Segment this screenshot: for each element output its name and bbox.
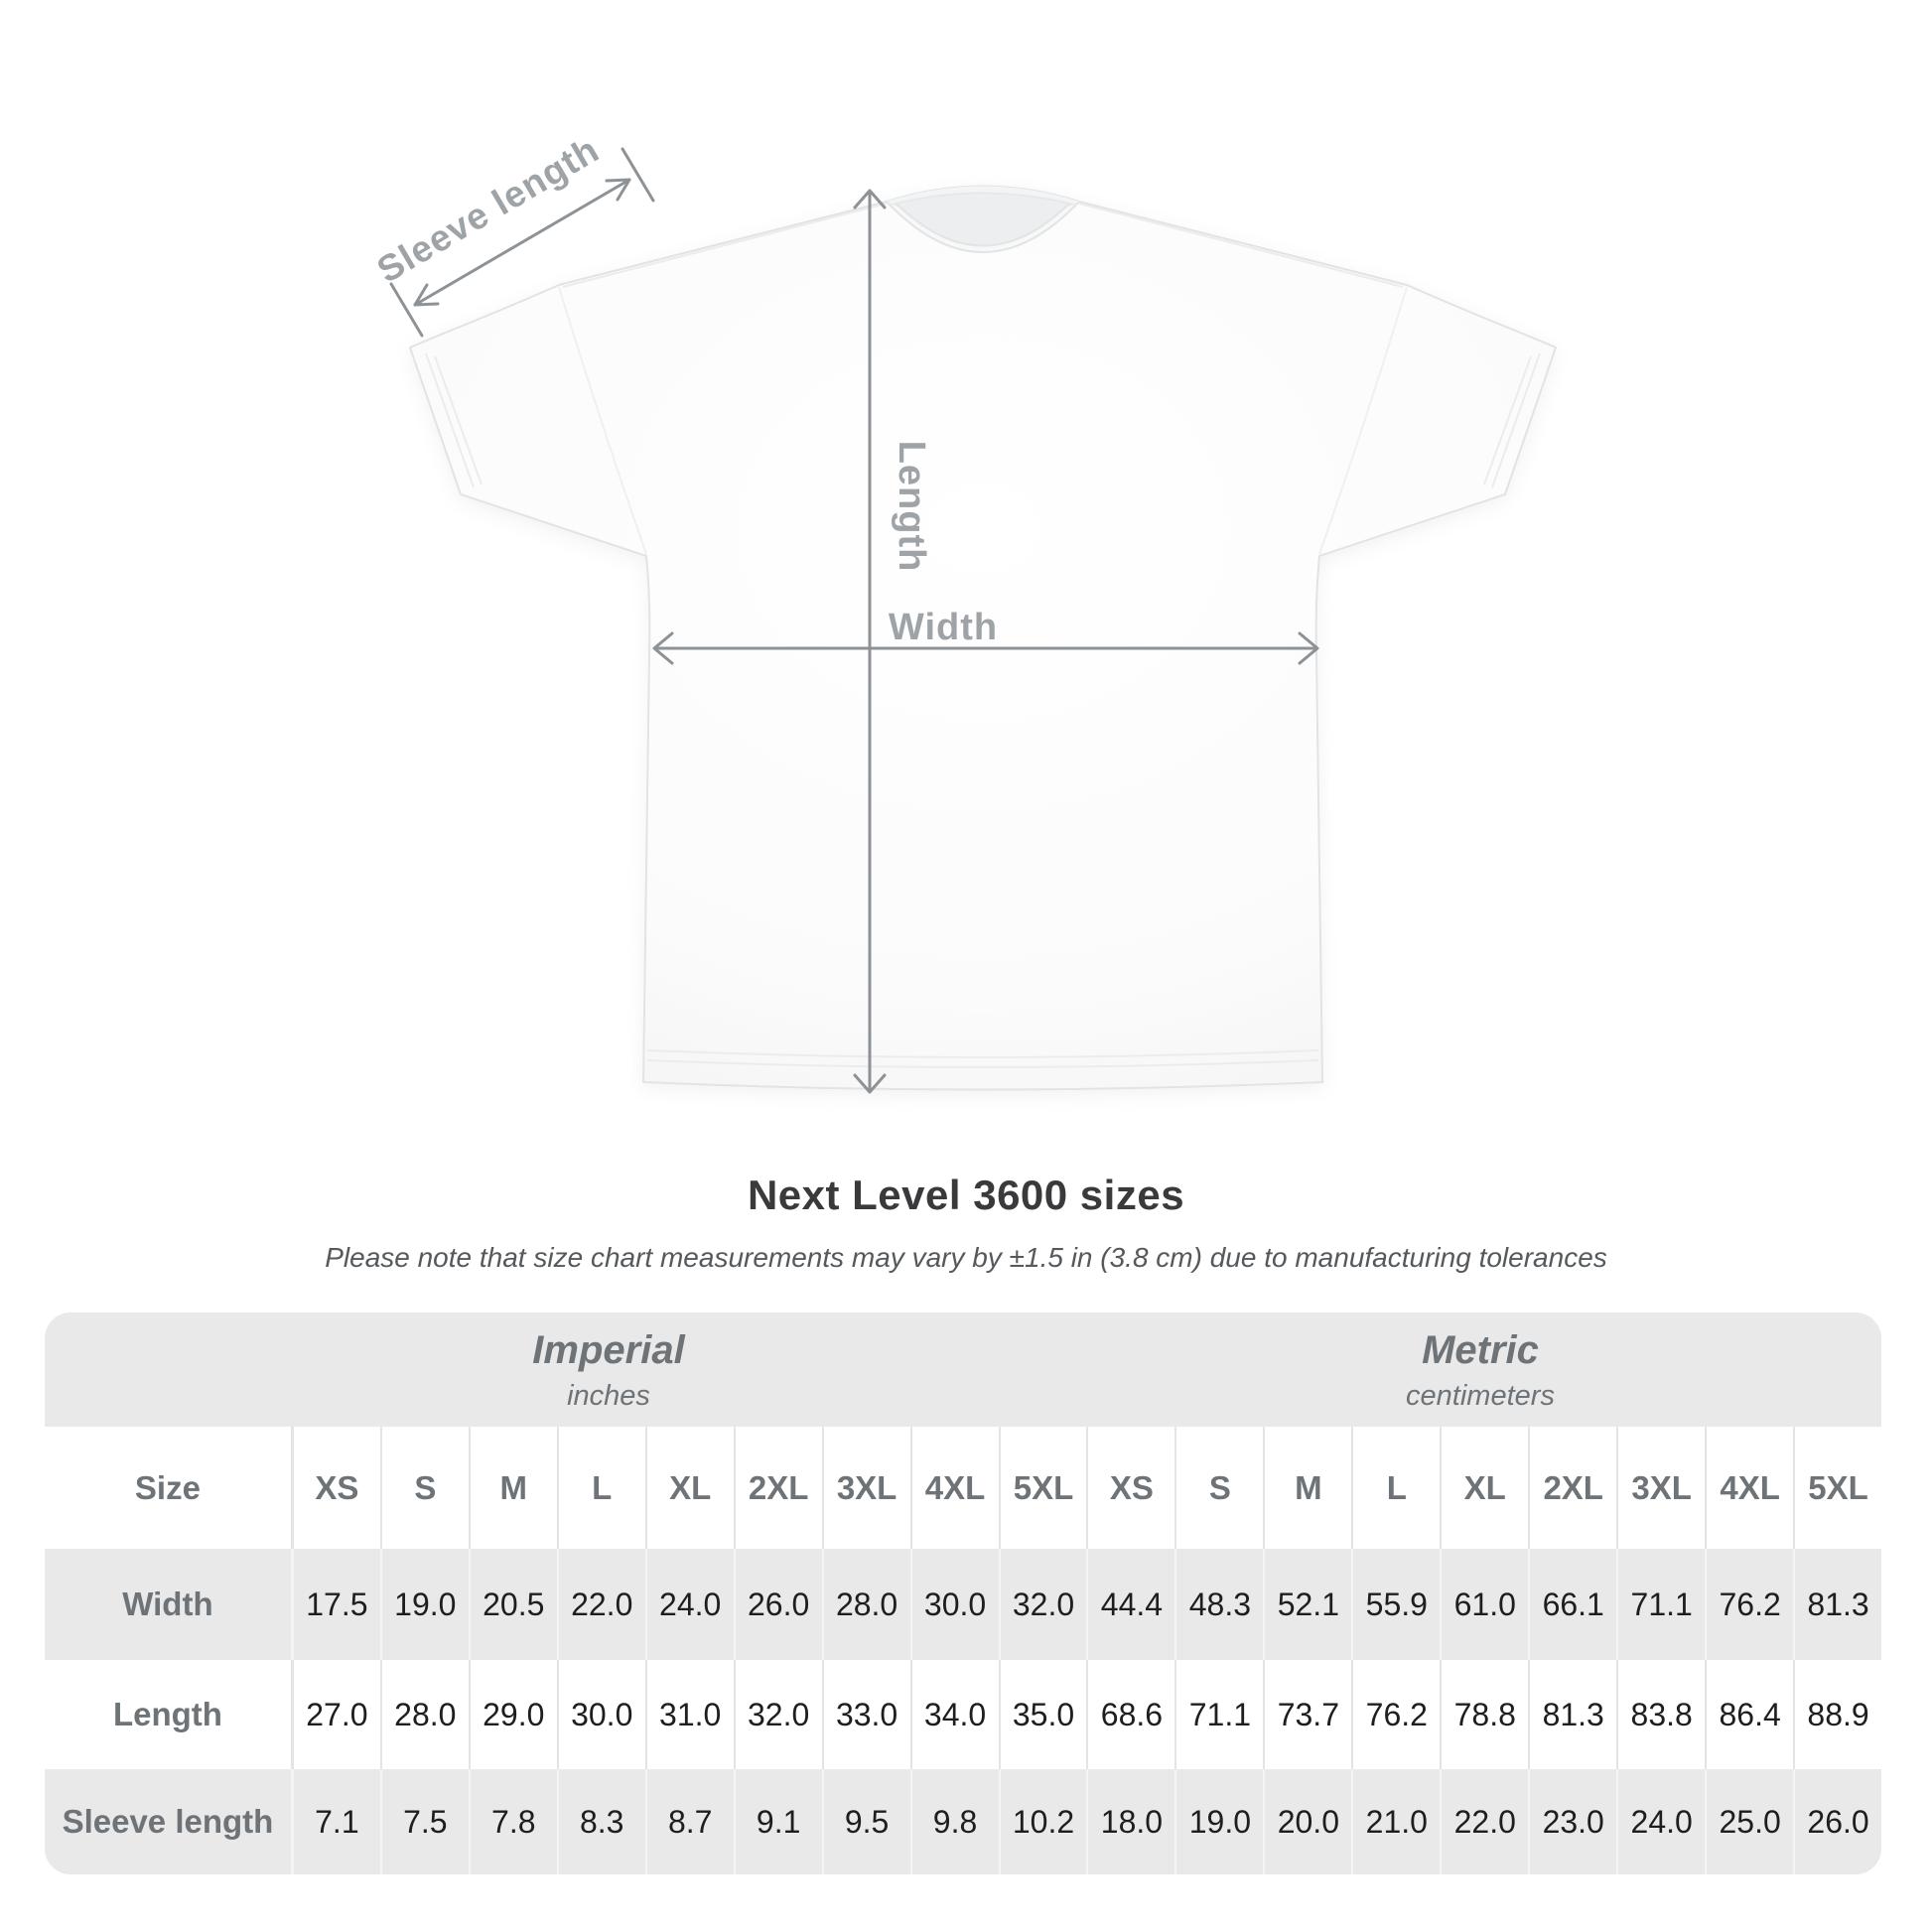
metric-title: Metric bbox=[1422, 1328, 1539, 1372]
value-cell: 8.3 bbox=[557, 1769, 645, 1874]
size-column-header: 2XL bbox=[734, 1427, 822, 1549]
value-cell: 24.0 bbox=[645, 1549, 734, 1660]
value-cell: 66.1 bbox=[1528, 1549, 1616, 1660]
value-cell: 76.2 bbox=[1705, 1549, 1793, 1660]
value-cell: 83.8 bbox=[1616, 1660, 1705, 1769]
value-cell: 26.0 bbox=[734, 1549, 822, 1660]
size-column-header: 3XL bbox=[822, 1427, 910, 1549]
size-column-header: 2XL bbox=[1528, 1427, 1616, 1549]
sleeve-length-label: Sleeve length bbox=[369, 128, 607, 291]
size-column-header: XS bbox=[291, 1427, 380, 1549]
size-column-header: S bbox=[380, 1427, 469, 1549]
value-cell: 9.5 bbox=[822, 1769, 910, 1874]
size-chart-rows bbox=[45, 1427, 1881, 1874]
value-cell: 81.3 bbox=[1528, 1660, 1616, 1769]
value-cell: 55.9 bbox=[1351, 1549, 1440, 1660]
table-row bbox=[45, 1660, 1881, 1769]
size-column-header: XL bbox=[645, 1427, 734, 1549]
metric-subtitle: centimeters bbox=[1406, 1380, 1555, 1412]
page-title: Next Level 3600 sizes bbox=[747, 1172, 1185, 1218]
value-cell: 20.0 bbox=[1263, 1769, 1351, 1874]
value-cell: 32.0 bbox=[999, 1549, 1087, 1660]
value-cell: 73.7 bbox=[1263, 1660, 1351, 1769]
value-cell: 27.0 bbox=[291, 1660, 380, 1769]
value-cell: 76.2 bbox=[1351, 1660, 1440, 1769]
value-cell: 29.0 bbox=[469, 1660, 557, 1769]
row-label-cell: Sleeve length bbox=[62, 1803, 274, 1840]
value-cell: 20.5 bbox=[469, 1549, 557, 1660]
value-cell: 44.4 bbox=[1086, 1549, 1174, 1660]
value-cell: 7.8 bbox=[469, 1769, 557, 1874]
value-cell: 23.0 bbox=[1528, 1769, 1616, 1874]
table-row bbox=[45, 1769, 1881, 1874]
size-corner-header: Size bbox=[134, 1468, 201, 1506]
value-cell: 32.0 bbox=[734, 1660, 822, 1769]
size-column-header: 3XL bbox=[1616, 1427, 1705, 1549]
size-column-header: XL bbox=[1440, 1427, 1528, 1549]
value-cell: 31.0 bbox=[645, 1660, 734, 1769]
value-cell: 18.0 bbox=[1086, 1769, 1174, 1874]
value-cell: 52.1 bbox=[1263, 1549, 1351, 1660]
table-row bbox=[45, 1549, 1881, 1660]
length-label: Length bbox=[891, 440, 932, 573]
value-cell: 81.3 bbox=[1793, 1549, 1881, 1660]
size-column-header: 4XL bbox=[910, 1427, 999, 1549]
value-cell: 28.0 bbox=[380, 1660, 469, 1769]
size-column-header: 4XL bbox=[1705, 1427, 1793, 1549]
row-label-cell: Length bbox=[112, 1696, 222, 1732]
value-cell: 28.0 bbox=[822, 1549, 910, 1660]
value-cell: 30.0 bbox=[910, 1549, 999, 1660]
value-cell: 17.5 bbox=[291, 1549, 380, 1660]
value-cell: 68.6 bbox=[1086, 1660, 1174, 1769]
value-cell: 71.1 bbox=[1616, 1549, 1705, 1660]
unit-group-band bbox=[45, 1312, 1881, 1427]
row-label-cell: Width bbox=[122, 1586, 213, 1622]
imperial-title: Imperial bbox=[532, 1328, 685, 1372]
value-cell: 26.0 bbox=[1793, 1769, 1881, 1874]
size-column-header: M bbox=[469, 1427, 557, 1549]
value-cell: 78.8 bbox=[1440, 1660, 1528, 1769]
value-cell: 19.0 bbox=[1174, 1769, 1263, 1874]
imperial-group-header bbox=[532, 1328, 684, 1413]
size-column-header: M bbox=[1263, 1427, 1351, 1549]
value-cell: 24.0 bbox=[1616, 1769, 1705, 1874]
table-row bbox=[45, 1427, 1881, 1549]
value-cell: 34.0 bbox=[910, 1660, 999, 1769]
value-cell: 9.1 bbox=[734, 1769, 822, 1874]
metric-group-header bbox=[1406, 1328, 1555, 1413]
value-cell: 61.0 bbox=[1440, 1549, 1528, 1660]
value-cell: 22.0 bbox=[1440, 1769, 1528, 1874]
size-column-header: 5XL bbox=[999, 1427, 1087, 1549]
value-cell: 35.0 bbox=[999, 1660, 1087, 1769]
width-label: Width bbox=[888, 607, 999, 648]
tolerance-note: Please note that size chart measurements may vary by ±1.5 in (3.8 cm) due to manufacturing tolerances bbox=[325, 1242, 1607, 1273]
size-column-header: XS bbox=[1086, 1427, 1174, 1549]
value-cell: 21.0 bbox=[1351, 1769, 1440, 1874]
value-cell: 8.7 bbox=[645, 1769, 734, 1874]
value-cell: 10.2 bbox=[999, 1769, 1087, 1874]
value-cell: 19.0 bbox=[380, 1549, 469, 1660]
value-cell: 30.0 bbox=[557, 1660, 645, 1769]
value-cell: 22.0 bbox=[557, 1549, 645, 1660]
value-cell: 48.3 bbox=[1174, 1549, 1263, 1660]
value-cell: 9.8 bbox=[910, 1769, 999, 1874]
imperial-subtitle: inches bbox=[567, 1380, 650, 1412]
size-column-header: S bbox=[1174, 1427, 1263, 1549]
size-column-header: L bbox=[557, 1427, 645, 1549]
value-cell: 33.0 bbox=[822, 1660, 910, 1769]
value-cell: 7.5 bbox=[380, 1769, 469, 1874]
value-cell: 7.1 bbox=[291, 1769, 380, 1874]
size-column-header: 5XL bbox=[1793, 1427, 1881, 1549]
size-column-header: L bbox=[1351, 1427, 1440, 1549]
value-cell: 86.4 bbox=[1705, 1660, 1793, 1769]
value-cell: 71.1 bbox=[1174, 1660, 1263, 1769]
value-cell: 25.0 bbox=[1705, 1769, 1793, 1874]
size-chart-table bbox=[45, 1312, 1881, 1874]
value-cell: 88.9 bbox=[1793, 1660, 1881, 1769]
